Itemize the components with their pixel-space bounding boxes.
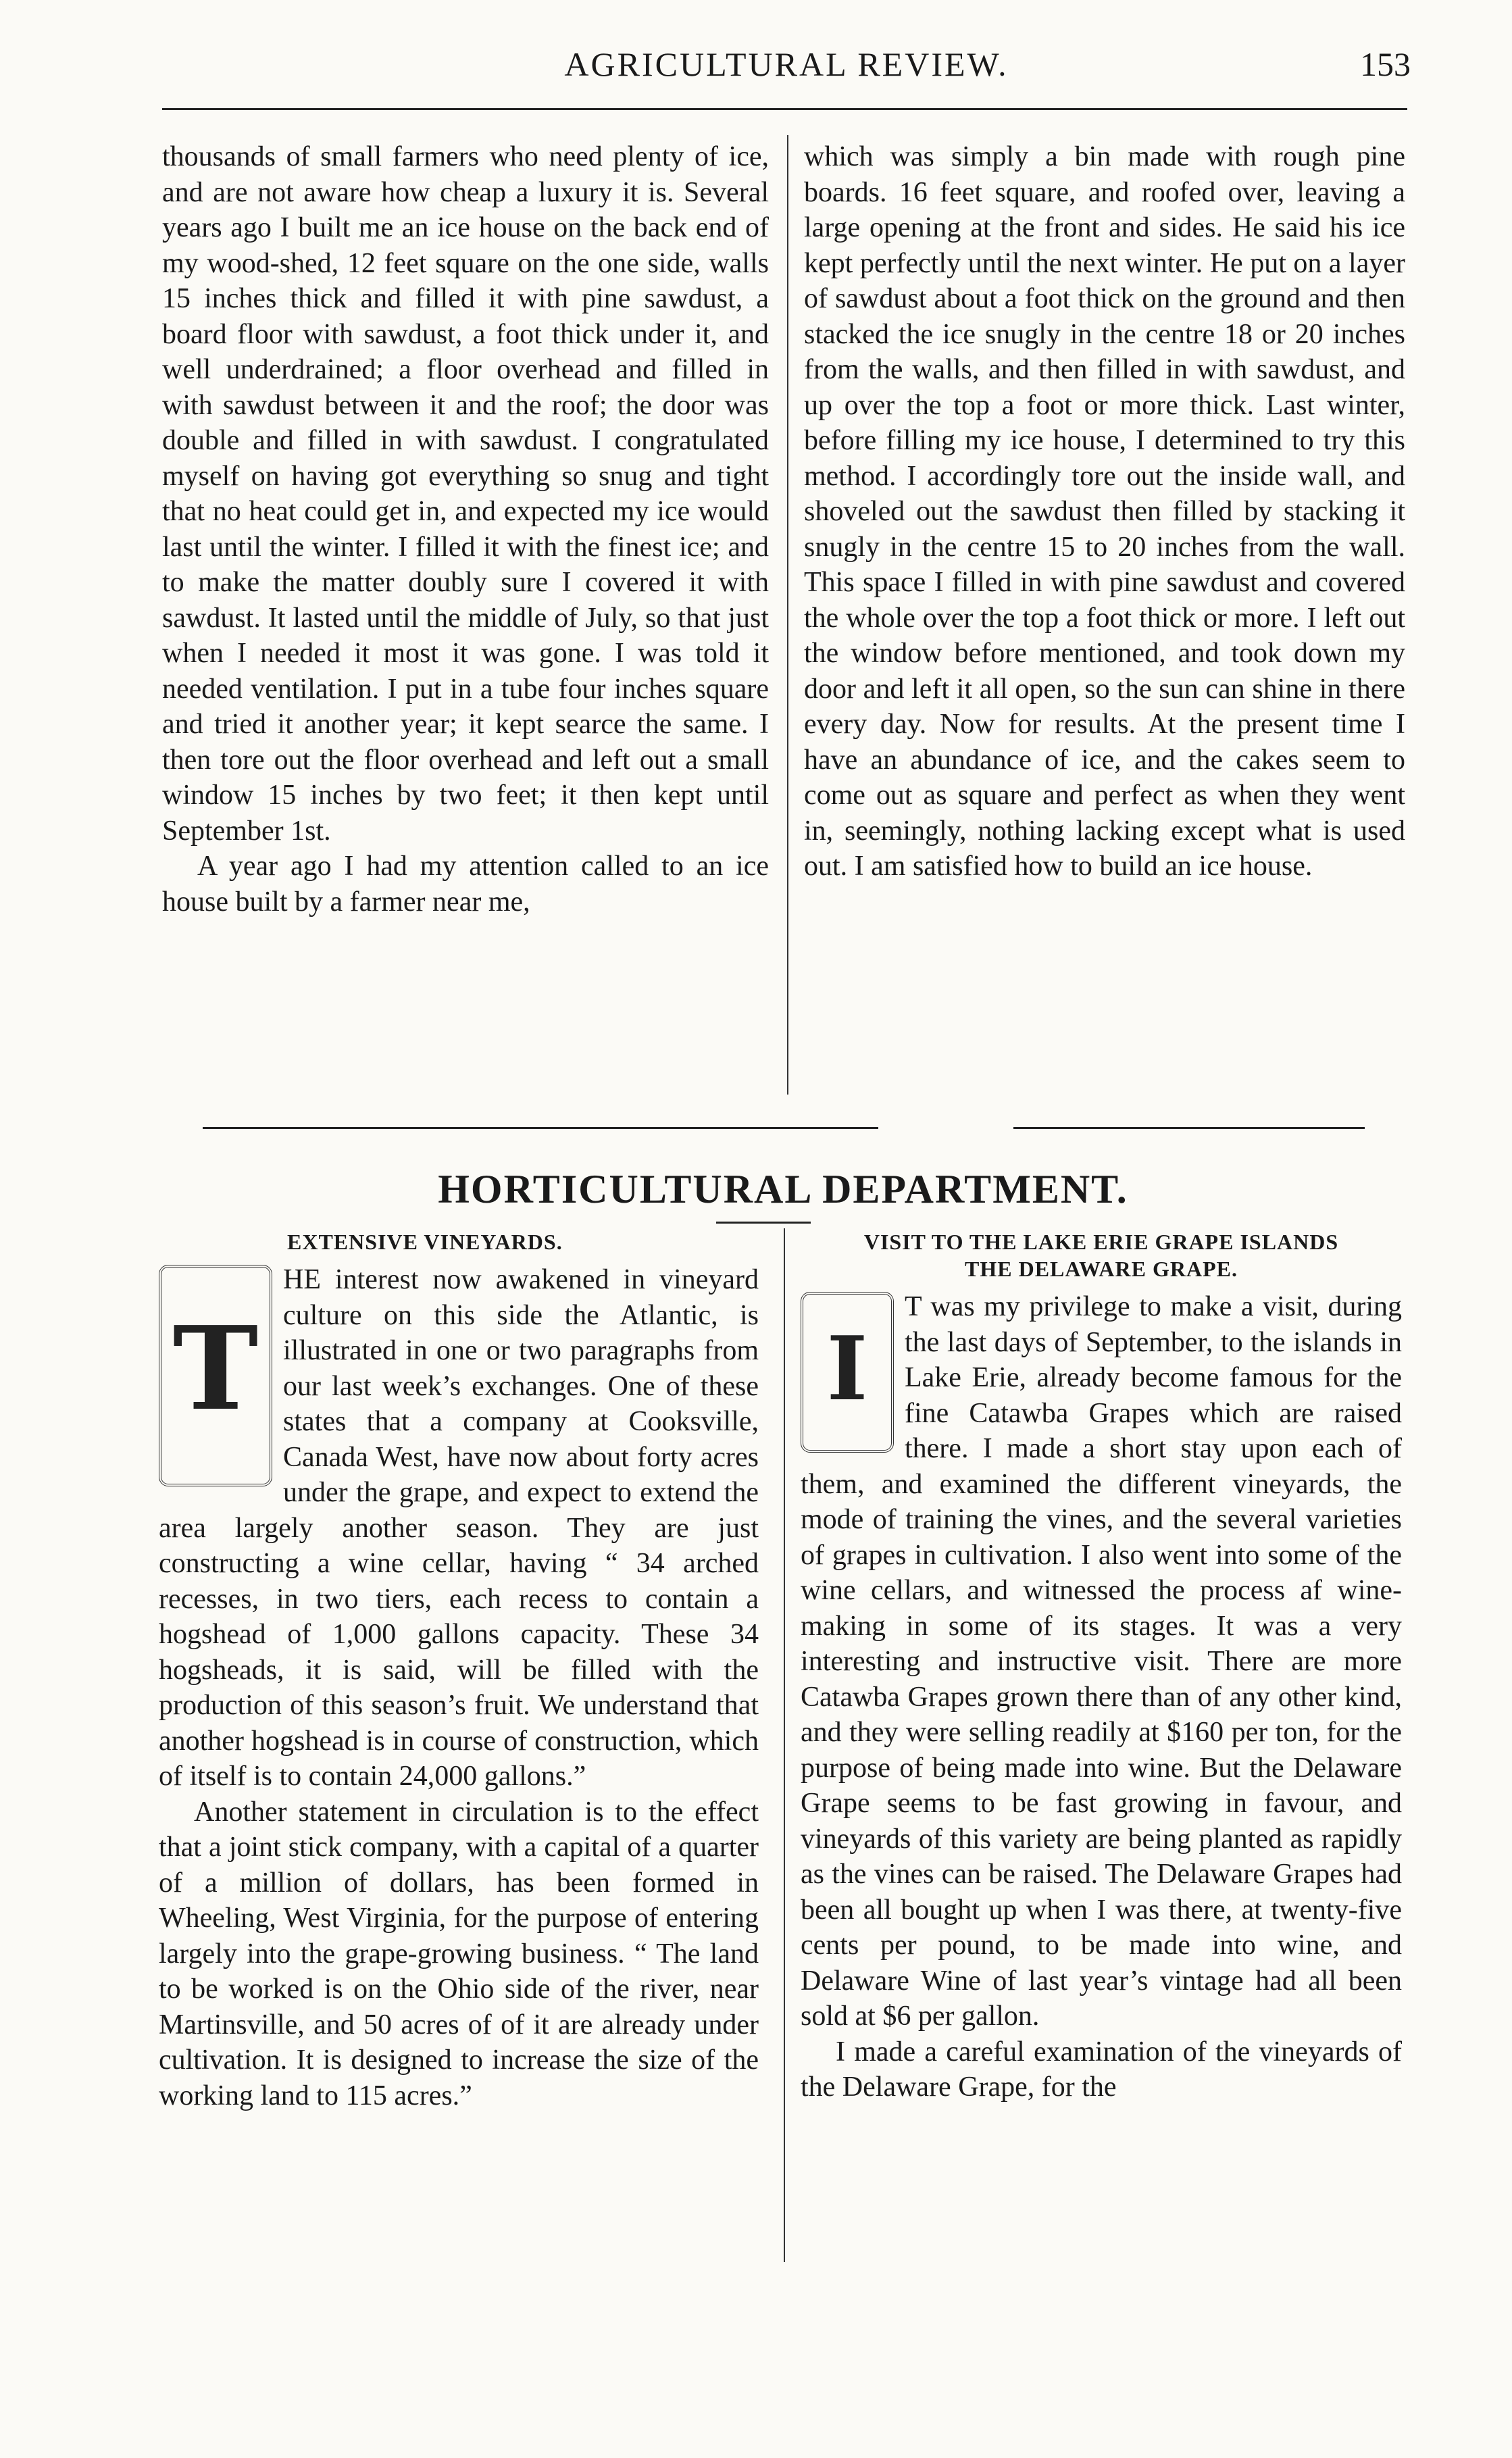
dropcap-t: T bbox=[159, 1265, 272, 1486]
department-title-rule bbox=[716, 1222, 811, 1224]
top-column-rule bbox=[787, 135, 788, 1095]
running-title: AGRICULTURAL REVIEW. bbox=[564, 45, 1009, 83]
grape-islands-paragraph-1: T was my privilege to make a visit, during the last days of September, to the islands in Lake Erie, already become famous for the fine Catawba Grapes which are raised there. I made a short stay upon each of them, and examined the different vineyards, the mode of training the vines, and the several varieties of grapes in cultivation. I also went into some of the wine cellars, and witnessed the process af wine-making in some of its stages. It was a very interesting and instructive visit. There are more Catawba Grapes grown there than of any other kind, and they were selling readily at $160 per ton, for the purpose of being made into wine. But the Delaware Grape seems to be fast growing in favour, and vineyards of this variety are being planted as rapidly as the vines can be raised. The Delaware Grapes had been all bought up when I was there, at twenty-five cents per pound, to be made into wine, and Delaware Wine of last year’s vintage had all been sold at $6 per gallon. bbox=[801, 1291, 1402, 2032]
page-number: 153 bbox=[1360, 45, 1411, 83]
vineyards-article bbox=[159, 1228, 759, 2113]
section-rule-right bbox=[1013, 1127, 1365, 1129]
running-head bbox=[162, 45, 1411, 92]
dropcap-i: I bbox=[801, 1292, 894, 1453]
vineyards-heading: EXTENSIVE VINEYARDS. bbox=[287, 1230, 563, 1254]
section-rule-left bbox=[203, 1127, 878, 1129]
top-left-paragraph-2: A year ago I had my attention called to an ice house built by a farmer near me, bbox=[162, 851, 769, 918]
top-left-column bbox=[162, 139, 769, 920]
vineyards-paragraph-1: HE interest now awakened in vineyard culture on this side the Atlantic, is illustrated in one or two paragraphs from our last week’s exchanges. One of these states that a company at Cooksville, Canada West, have now about forty acres under the grape, and expect to extend the area largely another season. They are just constructing a wine cellar, having “ 34 arched recesses, in two tiers, each recess to contain a hogshead of 1,000 gallons capacity. These 34 hogsheads, it is said, will be filled with the production of this season’s fruit. We understand that another hogshead is in course of construction, which of itself is to contain 24,000 gallons.” bbox=[159, 1264, 759, 1792]
department-title: HORTICULTURAL DEPARTMENT. bbox=[438, 1167, 1128, 1211]
grape-islands-heading: VISIT TO THE LAKE ERIE GRAPE ISLANDS bbox=[863, 1230, 1339, 1254]
top-right-column bbox=[804, 139, 1405, 884]
top-right-paragraph-1: which was simply a bin made with rough pine boards. 16 feet square, and roofed over, leaving a large opening at the front and sides. He said his ice kept perfectly until the next winter. He put on a layer of sawdust about a foot thick on the ground and then stacked the ice snugly in the centre 18 or 20 inches from the walls, and then filled in with sawdust, and up over the top a foot or more thick. Last winter, before filling my ice house, I determined to try this method. I accordingly tore out the inside wall, and shoveled out the sawdust then filled by stacking it snugly in the centre 15 to 20 inches from the wall. This space I filled in with pine sawdust and covered the whole over the top a foot thick or more. I left out the window before mentioned, and took down my door and left it all open, so the sun can shine in there every day. Now for results. At the present time I have an abundance of ice, and the cakes seem to come out as square and perfect as when they went in, seemingly, nothing lacking except what is used out. I am satisfied how to build an ice house. bbox=[804, 141, 1405, 882]
grape-islands-paragraph-2: I made a careful examination of the vineyards of the Delaware Grape, for the bbox=[801, 2036, 1402, 2103]
grape-islands-article bbox=[801, 1228, 1402, 2105]
top-left-paragraph-1: thousands of small farmers who need plenty of ice, and are not aware how cheap a luxury it is. Several years ago I built me an ice house on the back end of my wood-shed, 12 feet square on the one side, walls 15 inches thick and filled it with pine sawdust, a board floor with sawdust, a foot thick under it, and well underdrained; a floor overhead and filled in with sawdust between it and the roof; the door was double and filled in with sawdust. I congratulated myself on having got everything so snug and tight that no heat could get in, and expected my ice would last until the winter. I filled it with the finest ice; and to make the matter doubly sure I covered it with sawdust. It lasted until the middle of July, so that just when I needed it most it was gone. I was told it needed ventilation. I put in a tube four inches square and tried it another year; it kept searce the same. I then tore out the floor overhead and left out a small window 15 inches by two feet; it then kept until September 1st. bbox=[162, 141, 769, 847]
vineyards-paragraph-2: Another statement in circulation is to the effect that a joint stick company, with a capital of a quarter of a million of dollars, has been formed in Wheeling, West Virginia, for the purpose of entering largely into the grape-growing business. “ The land to be worked is on the Ohio side of the river, near Martinsville, and 50 acres of of it are already under cultivation. It is designed to increase the size of the working land to 115 acres.” bbox=[159, 1796, 759, 2111]
header-rule bbox=[162, 108, 1407, 110]
delaware-grape-heading: THE DELAWARE GRAPE. bbox=[965, 1257, 1238, 1281]
bottom-column-rule bbox=[784, 1228, 785, 2262]
